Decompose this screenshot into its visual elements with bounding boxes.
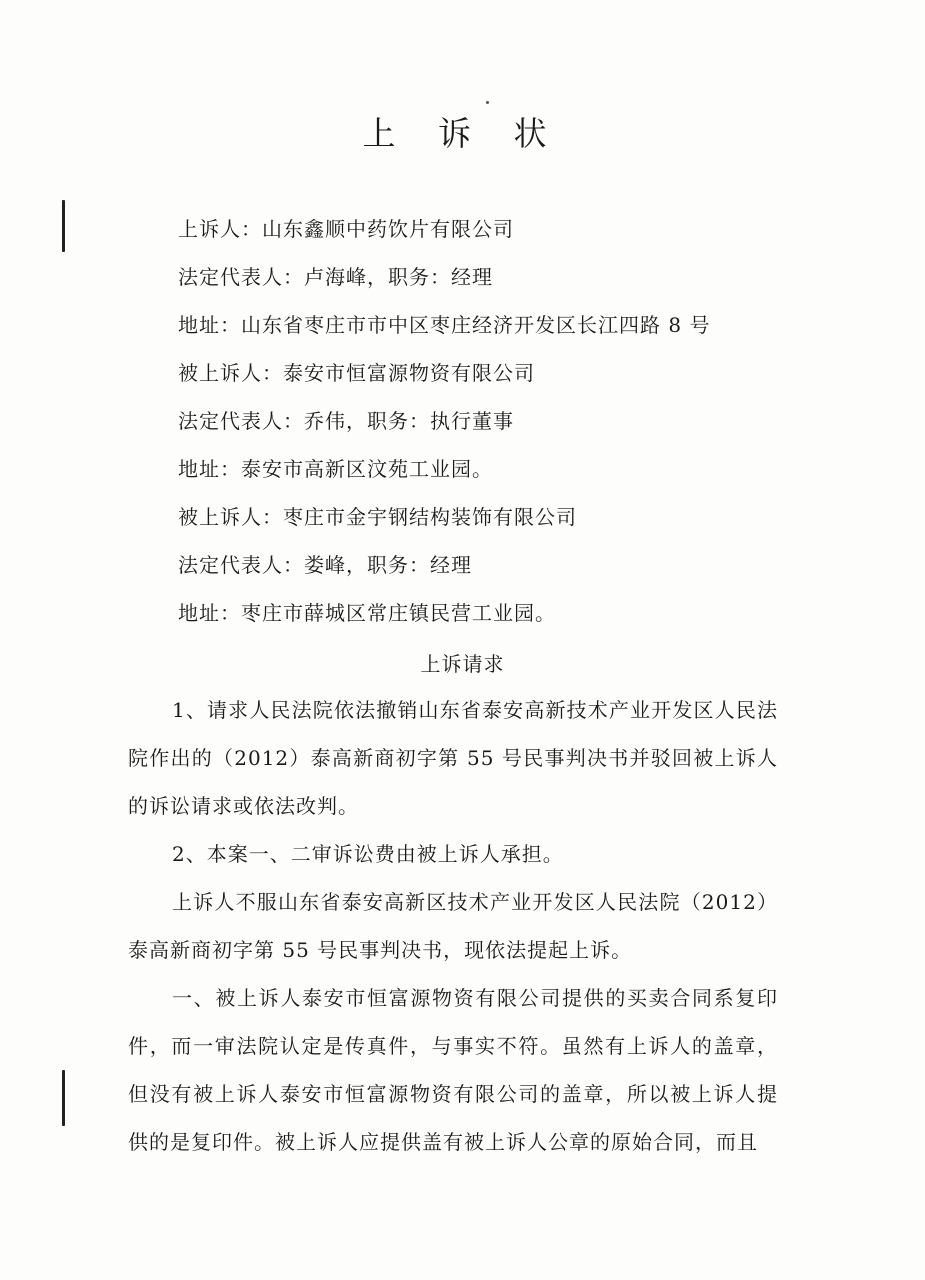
- party-line-appellee-1-address: 地址：泰安市高新区汶苑工业园。: [178, 457, 493, 481]
- section-heading: 上诉请求: [420, 652, 505, 676]
- party-line-appellee-2: 被上诉人：枣庄市金宇钢结构装饰有限公司: [178, 505, 577, 529]
- party-line-appellant-address: 地址：山东省枣庄市市中区枣庄经济开发区长江四路 8 号: [178, 313, 711, 337]
- document-title: 上 诉 状: [362, 114, 563, 153]
- party-line-appellee-2-representative: 法定代表人：娄峰，职务：经理: [178, 553, 472, 577]
- scan-speck: [486, 101, 489, 104]
- binder-hole-mark-bottom: [62, 1070, 65, 1126]
- party-line-appellee-1-representative: 法定代表人：乔伟，职务：执行董事: [178, 409, 514, 433]
- party-line-appellant-representative: 法定代表人：卢海峰，职务：经理: [178, 265, 493, 289]
- request-paragraph-2: 2、本案一、二审诉讼费由被上诉人承担。: [172, 842, 564, 866]
- party-line-appellee-1: 被上诉人：泰安市恒富源物资有限公司: [178, 361, 535, 385]
- binder-hole-mark-top: [62, 200, 65, 252]
- appeal-statement-paragraph: 上诉人不服山东省泰安高新区技术产业开发区人民法院（2012）泰高新商初字第 55 号民事判决书，现依法提起上诉。: [128, 890, 778, 962]
- party-line-appellee-2-address: 地址：枣庄市薛城区常庄镇民营工业园。: [178, 601, 556, 625]
- appeal-reason-paragraph-1: 一、被上诉人泰安市恒富源物资有限公司提供的买卖合同系复印件，而一审法院认定是传真件，与事实不符。虽然有上诉人的盖章，但没有被上诉人泰安市恒富源物资有限公司的盖章，所以被上诉人提供的是复印件。被上诉人应提供盖有被上诉人公章的原始合同，而且: [128, 986, 778, 1154]
- party-line-appellant: 上诉人：山东鑫顺中药饮片有限公司: [178, 217, 514, 241]
- request-paragraph-1: 1、请求人民法院依法撤销山东省泰安高新技术产业开发区人民法院作出的（2012）泰高新商初字第 55 号民事判决书并驳回被上诉人的诉讼请求或依法改判。: [128, 698, 778, 818]
